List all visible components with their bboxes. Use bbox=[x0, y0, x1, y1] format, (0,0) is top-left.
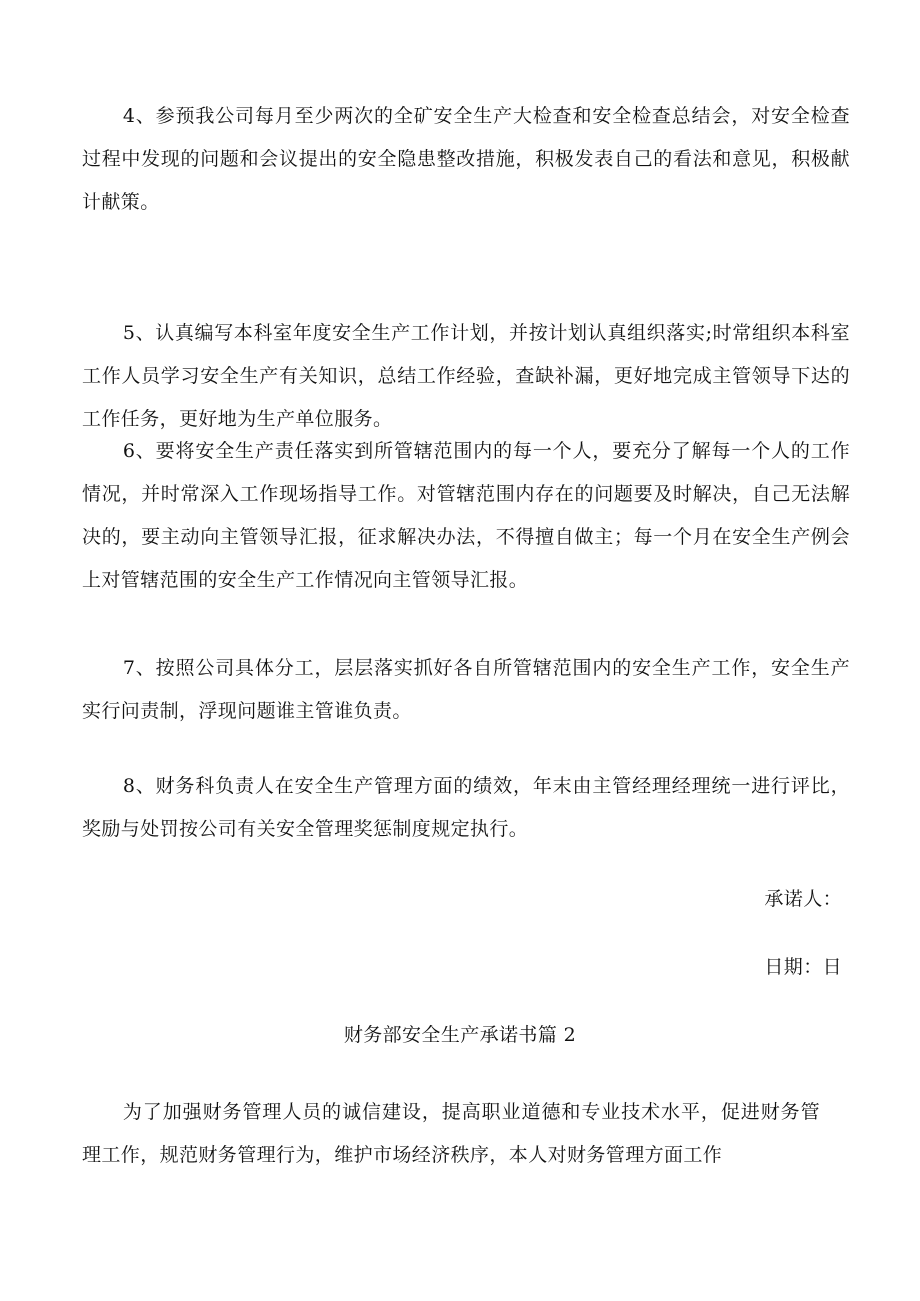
paragraph-item-4: 4、参预我公司每月至少两次的全矿安全生产大检查和安全检查总结会，对安全检查过程中发现的问题和会议提出的安全隐患整改措施，积极发表自己的看法和意见，积极献计献策。 bbox=[82, 105, 850, 213]
intro-paragraph: 为了加强财务管理人员的诚信建设，提高职业道德和专业技术水平，促进财务管理工作，规范财务管理行为，维护市场经济秩序，本人对财务管理方面工作 bbox=[82, 1101, 820, 1166]
paragraph-item-6: 6、要将安全生产责任落实到所管辖范围内的每一个人，要充分了解每一个人的工作情况，并时常深入工作现场指导工作。对管辖范围内存在的问题要及时解决，自己无法解决的，要主动向主管领导汇报，征求解决办法，不得擅自做主；每一个月在安全生产例会上对管辖范围的安全生产工作情况向主管领导汇报。 bbox=[82, 440, 850, 591]
paragraph-item-8: 8、财务科负责人在安全生产管理方面的绩效，年末由主管经理经理统一进行评比，奖励与处罚按公司有关安全管理奖惩制度规定执行。 bbox=[82, 775, 850, 840]
paragraph-item-7: 7、按照公司具体分工，层层落实抓好各自所管辖范围内的安全生产工作，安全生产实行问责制，浮现问题谁主管谁负责。 bbox=[82, 657, 850, 722]
date-label: 日期：日 bbox=[764, 956, 842, 978]
signer-label: 承诺人： bbox=[764, 888, 842, 910]
section-title: 财务部安全生产承诺书篇 2 bbox=[343, 1024, 577, 1046]
paragraph-item-5: 5、认真编写本科室年度安全生产工作计划，并按计划认真组织落实;时常组织本科室工作人员学习安全生产有关知识，总结工作经验，查缺补漏，更好地完成主管领导下达的工作任务，更好地为生产单位服务。 bbox=[82, 322, 850, 430]
